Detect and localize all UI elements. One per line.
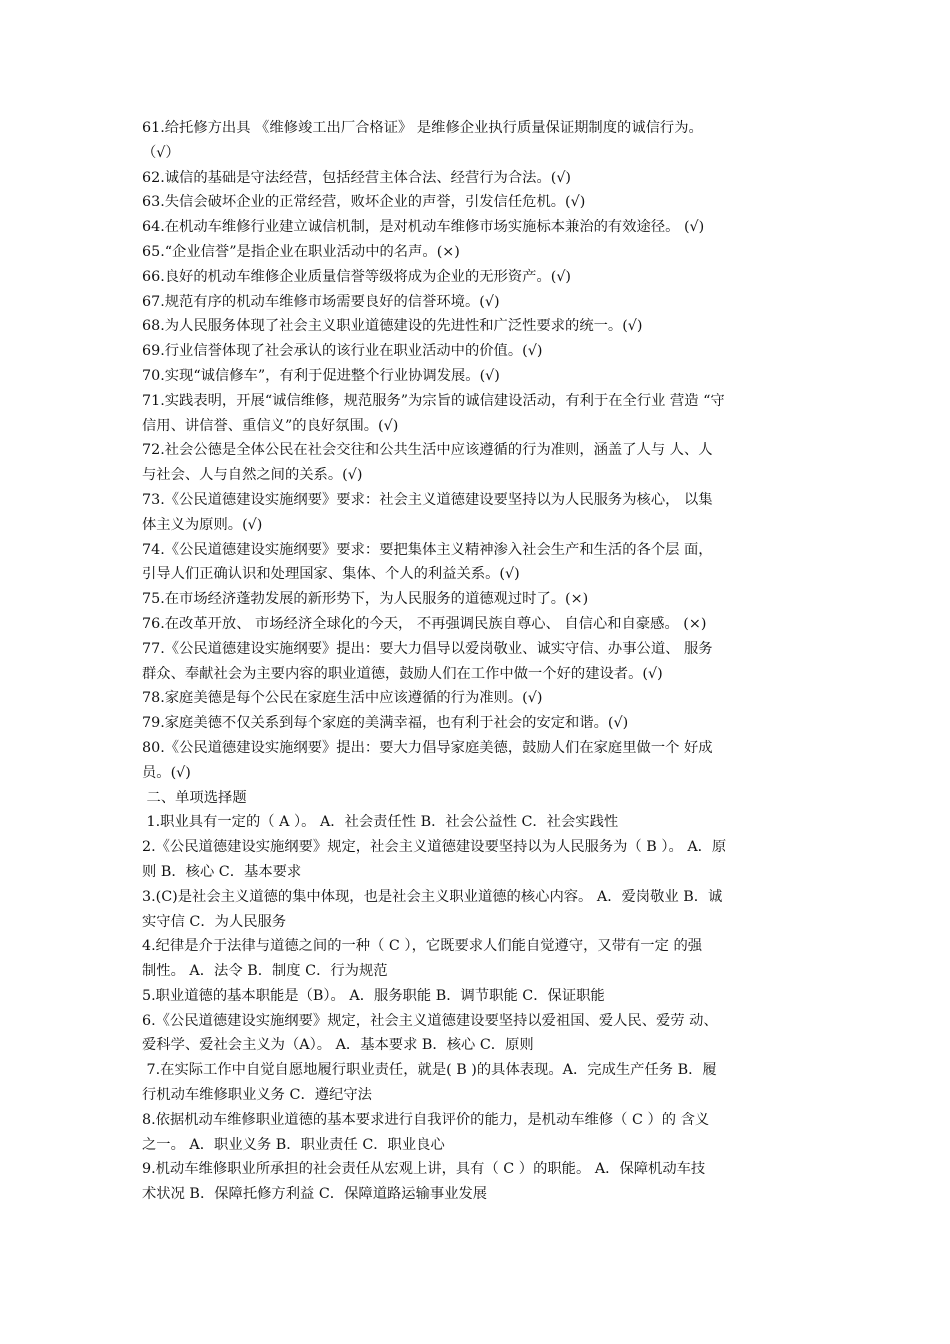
text-line: 2.《公民道德建设实施纲要》规定，社会主义道德建设要坚持以为人民服务为（ B ）。 A．原	[142, 839, 727, 856]
text-line: 信用、讲信誉、重信义”的良好氛围。(√)	[142, 417, 399, 434]
text-line: 与社会、人与自然之间的关系。(√)	[142, 467, 363, 484]
text-line: 67.规范有序的机动车维修市场需要良好的信誉环境。(√)	[142, 293, 500, 310]
text-line: 73.《公民道德建设实施纲要》要求：社会主义道德建设要坚持以为人民服务为核心， 以集	[142, 491, 713, 508]
text-line: 体主义为原则。(√)	[142, 516, 263, 533]
text-line: （√）	[142, 144, 180, 161]
text-line: 5.职业道德的基本职能是（B）。 A．服务职能 B．调节职能 C．保证职能	[142, 987, 605, 1004]
text-line: 80.《公民道德建设实施纲要》提出：要大力倡导家庭美德，鼓励人们在家庭里做一个 好成	[142, 739, 713, 756]
text-line: 68.为人民服务体现了社会主义职业道德建设的先进性和广泛性要求的统一。(√)	[142, 318, 643, 335]
text-line: 1.职业具有一定的（ A ）。 A．社会责任性 B．社会公益性 C．社会实践性	[142, 814, 619, 831]
text-line: 76.在改革开放、 市场经济全球化的今天， 不再强调民族自尊心、 自信心和自豪感。 (×)	[142, 615, 707, 632]
text-line: 70.实现“诚信修车”，有利于促进整个行业协调发展。(√)	[142, 367, 500, 384]
text-line: 3.(C)是社会主义道德的集中体现，也是社会主义职业道德的核心内容。 A．爱岗敬业 B．诚	[142, 888, 723, 905]
text-line: 9.机动车维修职业所承担的社会责任从宏观上讲，具有（ C ）的职能。 A．保障机动车技	[142, 1161, 706, 1178]
document-body	[142, 116, 814, 1207]
text-line: 79.家庭美德不仅关系到每个家庭的美满幸福，也有利于社会的安定和谐。(√)	[142, 715, 629, 732]
text-line: 实守信 C．为人民服务	[142, 913, 287, 930]
text-line: 员。(√)	[142, 764, 191, 781]
text-line: 8.依据机动车维修职业道德的基本要求进行自我评价的能力，是机动车维修（ C ）的 含义	[142, 1111, 710, 1128]
text-line: 术状况 B．保障托修方利益 C．保障道路运输事业发展	[142, 1186, 488, 1203]
text-line: 6.《公民道德建设实施纲要》规定，社会主义道德建设要坚持以爱祖国、爱人民、爱劳 动、	[142, 1012, 718, 1029]
text-line: 4.纪律是介于法律与道德之间的一种（ C ），它既要求人们能自觉遵守，又带有一定 的强	[142, 938, 703, 955]
text-line: 61.给托修方出具 《维修竣工出厂合格证》 是维修企业执行质量保证期制度的诚信行为。	[142, 120, 703, 136]
section-heading: 二、单项选择题	[142, 789, 247, 806]
text-line: 72.社会公德是全体公民在社会交往和公共生活中应该遵循的行为准则，涵盖了人与 人、人	[142, 442, 713, 459]
text-line: 行机动车维修职业义务 C．遵纪守法	[142, 1087, 372, 1104]
text-line: 之一。 A．职业义务 B．职业责任 C．职业良心	[142, 1136, 445, 1153]
text-line: 爱科学、爱社会主义为（A）。 A．基本要求 B．核心 C．原则	[142, 1037, 534, 1054]
text-line: 7.在实际工作中自觉自愿地履行职业责任，就是( B )的具体表现。A．完成生产任务 B．履	[142, 1062, 717, 1079]
text-line: 66.良好的机动车维修企业质量信誉等级将成为企业的无形资产。(√)	[142, 268, 572, 285]
text-line: 69.行业信誉体现了社会承认的该行业在职业活动中的价值。(√)	[142, 343, 543, 360]
text-line: 63.失信会破坏企业的正常经营，败坏企业的声誉，引发信任危机。(√)	[142, 194, 586, 211]
text-line: 75.在市场经济蓬勃发展的新形势下，为人民服务的道德观过时了。(×)	[142, 591, 589, 608]
text-line: 77.《公民道德建设实施纲要》提出：要大力倡导以爱岗敬业、诚实守信、办事公道、 服务	[142, 640, 713, 657]
text-line: 引导人们正确认识和处理国家、集体、个人的利益关系。(√)	[142, 566, 520, 583]
text-line: 65.“企业信誉”是指企业在职业活动中的名声。(×)	[142, 243, 460, 260]
text-line: 制性。 A．法令 B．制度 C．行为规范	[142, 963, 388, 980]
text-line: 78.家庭美德是每个公民在家庭生活中应该遵循的行为准则。(√)	[142, 690, 543, 707]
text-line: 64.在机动车维修行业建立诚信机制，是对机动车维修市场实施标本兼治的有效途径。 (√)	[142, 219, 705, 236]
text-line: 群众、奉献社会为主要内容的职业道德，鼓励人们在工作中做一个好的建设者。(√)	[142, 665, 663, 682]
text-line: 71.实践表明，开展“诚信维修，规范服务”为宗旨的诚信建设活动，有利于在全行业 营造 “守	[142, 392, 725, 409]
text-line: 则 B．核心 C．基本要求	[142, 863, 302, 880]
text-line: 74.《公民道德建设实施纲要》要求：要把集体主义精神渗入社会生产和生活的各个层 面，	[142, 541, 713, 558]
text-line: 62.诚信的基础是守法经营，包括经营主体合法、经营行为合法。(√)	[142, 169, 572, 186]
